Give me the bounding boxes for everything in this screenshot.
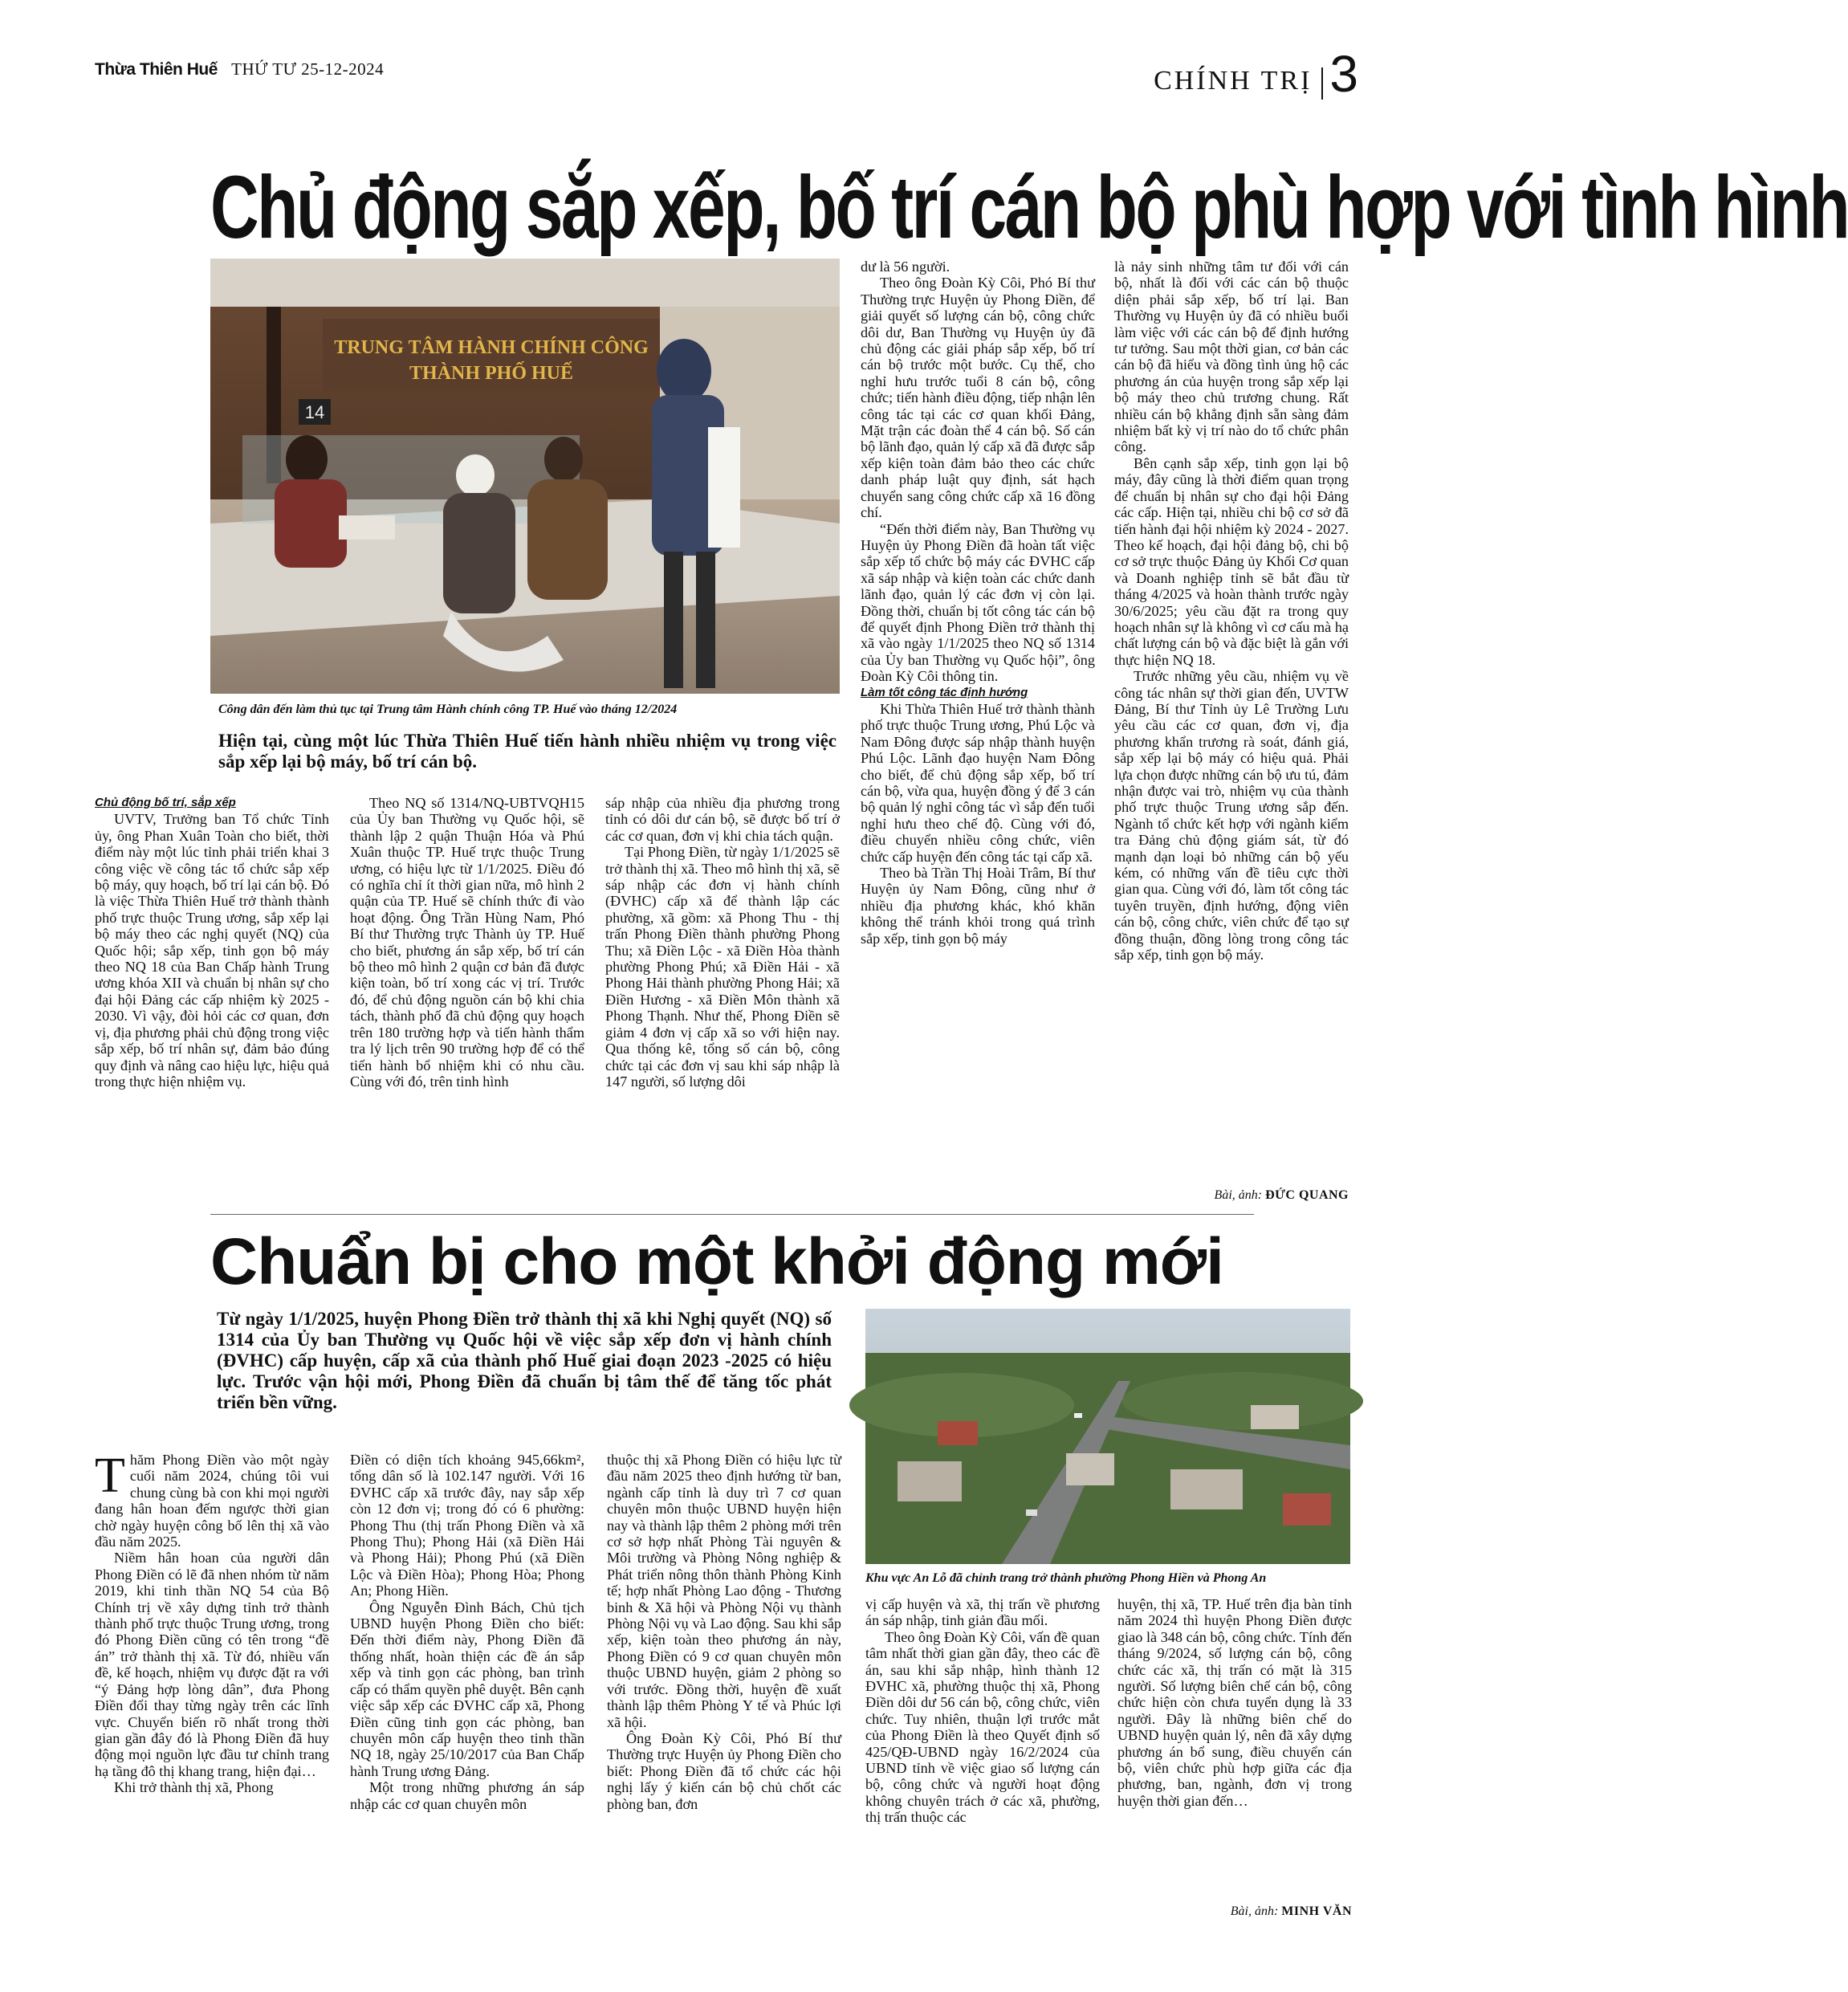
subheading-1: Chủ động bố trí, sắp xếp [95, 796, 236, 809]
paragraph: Một trong những phương án sáp nhập các cơ quan chuyên môn [350, 1779, 584, 1812]
paragraph: Trước những yêu cầu, nhiệm vụ về công tác nhân sự thời gian đến, UVTW Đảng, Bí thư Tỉnh ủy Lê Trường Lưu yêu cầu các cơ quan, đơn vị, địa phương khẩn trương rà soát, đánh giá, sắp xếp lại bộ máy có hiệu quả. Phải lựa chọn được những cán bộ ưu tú, đảm nhận được vai trò, nhiệm vụ của thành phố trực thuộc Trung ương sắp đến. Ngành tổ chức kết hợp với ngành kiểm tra Đảng chủ động giám sát, từ đó mạnh dạn loại bỏ những cán bộ yếu kém, có những vấn đề tiêu cực thời gian qua. Cùng với đó, làm tốt công tác tuyên truyền, định hướng, động viên cán bộ, công chức, viên chức để tạo sự đồng thuận, đồng lòng trong công tác sắp xếp, tinh gọn bộ máy. [1114, 668, 1349, 963]
masthead [95, 59, 384, 79]
byline-label: Bài, ảnh: [1230, 1904, 1279, 1918]
article1-column-1 [95, 795, 329, 1204]
article1-column-2 [350, 795, 584, 1204]
paragraph: Bên cạnh sắp xếp, tinh gọn lại bộ máy, đây cũng là thời điểm quan trọng để chuẩn bị nhân sự cho đại hội Đảng các cấp. Hiện tại, nhiều chi bộ cơ sở đã tiến hành đại hội nhiệm kỳ 2024 - 2027. Theo kế hoạch, đại hội đảng bộ, chi bộ cơ sở trực thuộc Đảng ủy Khối Cơ quan và Doanh nghiệp tỉnh sẽ bắt đầu từ tháng 4/2025 và hoàn thành trước ngày 30/6/2025; yêu cầu đặt ra trong quy hoạch nhân sự là không vì cơ cấu mà hạ chất lượng cán bộ và đặc biệt là gắn với thực hiện NQ 18. [1114, 454, 1349, 668]
paragraph: Niềm hân hoan của người dân Phong Điền có lẽ đã nhen nhóm từ năm 2019, khi tinh thần NQ 54 của Bộ Chính trị về xây dựng tỉnh trở thành thành phố trực thuộc Trung ương, trong đó Phong Điền cũng có tên trong “đề án” trở thành thị xã. Từ đó, nhiều vấn đề, kế hoạch, nhiệm vụ được đặt ra với “ý Đảng hợp lòng dân”, đưa Phong Điền đổi thay từng ngày trên các lĩnh vực. Chuyển biến rõ nhất trong thời gian gần đây đó là Phong Điền đã huy động mọi nguồn lực đầu tư chỉnh trang hạ tầng đô thị khang trang, hiện đại… [95, 1550, 329, 1779]
issue-date: THỨ TƯ 25-12-2024 [231, 59, 385, 79]
paragraph: UVTV, Trưởng ban Tổ chức Tỉnh ủy, ông Phan Xuân Toàn cho biết, thời điểm này một lúc tỉnh phải triển khai 3 công việc về công tác tổ chức sắp xếp bộ máy, quy hoạch, bố trí lại cán bộ. Đó là việc Thừa Thiên Huế trở thành thành phố trực thuộc Trung ương, sắp xếp lại bộ máy theo các nghị quyết (NQ) của Quốc hội; sắp xếp, tinh gọn bộ máy theo NQ 18 của Ban Chấp hành Trung ương khóa XII và chuẩn bị nhân sự cho đại hội Đảng các cấp nhiệm kỳ 2025 - 2030. Vì vậy, đòi hỏi các cơ quan, đơn vị, địa phương phải chủ động trong việc sắp xếp, bố trí nhân sự, đảm bảo đúng quy định và nâng cao hiệu lực, hiệu quả trong thực hiện nhiệm vụ. [95, 811, 329, 1090]
article1-column-5 [1114, 259, 1349, 1182]
article2-column-4 [865, 1596, 1100, 1925]
article2-headline: Chuẩn bị cho một khởi động mới [210, 1225, 1223, 1298]
section-header [1154, 45, 1358, 103]
section-divider [210, 1214, 1254, 1215]
article2-photo [865, 1309, 1350, 1564]
section-name: CHÍNH TRỊ [1154, 67, 1323, 100]
paragraph: vị cấp huyện và xã, thị trấn về phương án sáp nhập, tinh giản đầu mối. [865, 1596, 1100, 1629]
article1-lead: Hiện tại, cùng một lúc Thừa Thiên Huế tiến hành nhiều nhiệm vụ trong việc sắp xếp lại bộ máy, bố trí cán bộ. [218, 731, 836, 772]
article1-column-3 [605, 795, 840, 1204]
paragraph: Điền có diện tích khoảng 945,66km², tổng dân số là 102.147 người. Với 16 ĐVHC cấp xã trước đây, nay sắp xếp còn 12 đơn vị; trong đó có 6 phường: Phong Thu (thị trấn Phong Điền và xã Phong Thu); Phong Hải (xã Điền Hải và Phong Hải); Phong Phú (xã Điền Lộc và Điền Hòa); Phong Hòa; Phong An; Phong Hiền. [350, 1452, 584, 1599]
paragraph: Tại Phong Điền, từ ngày 1/1/2025 sẽ trở thành thị xã. Theo mô hình thị xã, sẽ sáp nhập các đơn vị hành chính (ĐVHC) cấp xã để thành lập các phường, xã gồm: xã Phong Thu - thị trấn Phong Điền thành phường Phong Thu; xã Điền Lộc - xã Điền Hòa thành phường Phong Phú; xã Điền Hải - xã Phong Hải thành phường Phong Hải; xã Điền Hương - xã Điền Môn thành xã Phong Thạnh. Như thế, Phong Điền sẽ giảm 4 đơn vị cấp xã so với hiện nay. Qua thống kê, tổng số cán bộ, công chức tại các đơn vị sau khi sáp nhập là 147 người, số lượng dôi [605, 844, 840, 1090]
article1-byline [1114, 1188, 1349, 1203]
article2-column-2 [350, 1452, 584, 1933]
paper-name: Thừa Thiên Huế [95, 60, 218, 79]
paragraph: Ông Đoàn Kỳ Côi, Phó Bí thư Thường trực Huyện ủy Phong Điền cho biết: Phong Điền đã tổ chức các hội nghị lấy ý kiến cán bộ chủ chốt các phòng ban, đơn [607, 1729, 841, 1812]
paragraph: “Đến thời điểm này, Ban Thường vụ Huyện ủy Phong Điền đã hoàn tất việc sắp xếp tổ chức bộ máy các ĐVHC cấp xã sáp nhập và kiện toàn các chức danh lãnh đạo, quản lý các đơn vị còn lại. Đồng thời, chuẩn bị tốt công tác cán bộ để quyết định Phong Điền trở thành thị xã vào ngày 1/1/2025 theo NQ số 1314 của Ủy ban Thường vụ Quốc hội”, ông Đoàn Kỳ Côi thông tin. [861, 520, 1095, 685]
page-number: 3 [1329, 45, 1358, 103]
paragraph: sáp nhập của nhiều địa phương trong tỉnh có dôi dư cán bộ, sẽ được bố trí ở các cơ quan, đơn vị khi chia tách quận. [605, 795, 840, 844]
paragraph: Theo bà Trần Thị Hoài Trâm, Bí thư Huyện ủy Nam Đông, cũng như ở nhiều địa phương khác, khó khăn không thể tránh khỏi trong quá trình sắp xếp, tinh gọn bộ máy [861, 865, 1095, 947]
paragraph: dư là 56 người. [861, 259, 950, 275]
paragraph: Ông Nguyễn Đình Bách, Chủ tịch UBND huyện Phong Điền cho biết: Đến thời điểm này, Phong Điền đã thống nhất, hoàn thiện các đề án sắp xếp và tinh gọn các phòng, ban trình cấp có thẩm quyền phê duyệt. Bên cạnh việc sắp xếp các ĐVHC cấp xã, Phong Điền cũng tinh gọn các phòng, ban chuyên môn cấp huyện theo tinh thần NQ 18, ngày 25/10/2017 của Ban Chấp hành Trung ương Đảng. [350, 1599, 584, 1779]
paragraph: Khi trở thành thị xã, Phong [114, 1779, 274, 1796]
subheading-2: Làm tốt công tác định hướng [861, 685, 1028, 699]
photo-sign-2: THÀNH PHỐ HUẾ [409, 363, 574, 384]
article2-byline [1117, 1904, 1352, 1919]
service-center-photo [210, 259, 840, 694]
article2-column-1 [95, 1448, 329, 1933]
paragraph: Theo NQ số 1314/NQ-UBTVQH15 của Ủy ban Thường vụ Quốc hội, sẽ thành lập 2 quận Thuận Hóa và Phú Xuân thuộc TP. Huế trực thuộc Trung ương, có hiệu lực từ 1/1/2025. Điều đó có nghĩa chỉ ít thời gian nữa, mô hình 2 quận của TP. Huế sẽ chính thức đi vào hoạt động. Ông Trần Hùng Nam, Phó Bí thư Thường trực Thành ủy TP. Huế cho biết, phương án sắp xếp, bố trí cán bộ theo mô hình 2 quận cơ bản đã được kiện toàn, bố trí xong các vị trí. Trước đó, để chủ động nguồn cán bộ khi chia tách, thành phố đã chủ động quy hoạch trên 180 trường hợp và tiến hành thẩm tra lý lịch trên 90 trường hợp để có thể tiến hành bổ nhiệm khi có nhu cầu. Cùng với đó, trên tinh hình [350, 795, 584, 1090]
paragraph: huyện, thị xã, TP. Huế trên địa bàn tỉnh năm 2024 thì huyện Phong Điền được giao là 348 cán bộ, công chức. Tính đến tháng 9/2024, số lượng cán bộ, công chức các xã, thị trấn có mặt là 315 người. Số lượng biên chế cán bộ, công chức hiện còn chưa tuyển dụng là 33 người. Đây là những biên chế do UBND huyện quản lý, nên đã xây dựng phương án bổ sung, điều chuyển cán bộ, viên chức phù hợp giữa các địa phương, ban, ngành, đơn vị trong huyện thời gian đến… [1117, 1596, 1352, 1809]
paragraph: Theo ông Đoàn Kỳ Côi, vấn đề quan tâm nhất thời gian gần đây, theo các đề án, sau khi sắp nhập, hình thành 12 ĐVHC xã, phường thuộc thị xã, Phong Điền dôi dư 56 cán bộ, công chức, viên chức. Tuy nhiên, thuận lợi trước mắt của Phong Điền là theo Quyết định số 425/QĐ-UBND ngày 16/2/2024 của UBND tỉnh về việc giao số lượng cán bộ, công chức và người hoạt động không chuyên trách ở các xã, phường, thị trấn thuộc các [865, 1628, 1100, 1826]
article1-headline: Chủ động sắp xếp, bố trí cán bộ phù hợp với tình hình [210, 157, 1848, 257]
article2-caption: Khu vực An Lỗ đã chỉnh trang trở thành phường Phong Hiền và Phong An [865, 1571, 1267, 1585]
article1-photo [210, 259, 840, 694]
byline-author: MINH VĂN [1281, 1904, 1352, 1918]
byline-label: Bài, ảnh: [1214, 1188, 1263, 1202]
paragraph: thuộc thị xã Phong Điền có hiệu lực từ đầu năm 2025 theo định hướng từ ban, ngành cấp tỉnh là duy trì 7 cơ quan chuyên môn thuộc UBND huyện hiện nay và thành lập thêm 2 phòng mới trên cơ sở hợp nhất Phòng Tài nguyên & Môi trường và Phòng Nông nghiệp & Phát triển nông thôn thành Phòng Kinh tế; hợp nhất Phòng Lao động - Thương binh & Xã hội và Phòng Nội vụ thành Phòng Nội vụ và Lao động. Sau khi sắp xếp, kiện toàn theo phương án này, Phong Điền có 9 cơ quan chuyên môn thuộc UBND huyện, giảm 2 phòng so với trước. Đồng thời, huyện đề xuất thành lập thêm Phòng Y tế và Phúc lợi xã hội. [607, 1452, 841, 1730]
byline-author: ĐỨC QUANG [1265, 1188, 1349, 1202]
article2-lead: Từ ngày 1/1/2025, huyện Phong Điền trở thành thị xã khi Nghị quyết (NQ) số 1314 của Ủy ban Thường vụ Quốc hội về việc sắp xếp đơn vị hành chính (ĐVHC) cấp huyện, cấp xã của thành phố Huế giai đoạn 2023 -2025 có hiệu lực. Trước vận hội mới, Phong Điền đã chuẩn bị tâm thế để tăng tốc phát triển bền vững. [217, 1309, 832, 1412]
article2-column-3 [607, 1452, 841, 1933]
aerial-town-photo [865, 1309, 1350, 1564]
article2-column-5 [1117, 1596, 1352, 1898]
counter-number: 14 [304, 402, 325, 422]
photo-sign-1: TRUNG TÂM HÀNH CHÍNH CÔNG [334, 337, 649, 358]
article1-caption: Công dân đến làm thủ tục tại Trung tâm Hành chính công TP. Huế vào tháng 12/2024 [218, 703, 678, 716]
paragraph: Theo ông Đoàn Kỳ Côi, Phó Bí thư Thường trực Huyện ủy Phong Điền, để giải quyết số lượng cán bộ, công chức dôi dư, Ban Thường vụ Huyện ủy đã chủ động các giải pháp sắp xếp, bố trí cán bộ trước một bước. Cụ thể, cho nghỉ hưu trước tuổi 8 cán bộ, công chức; tiến hành điều động, tiếp nhận lên công tác tại các cơ quan khối Đảng, Mặt trận các đoàn thể 4 cán bộ. Số cán bộ lãnh đạo, quản lý cấp xã đã được sắp xếp kiện toàn đảm bảo theo các chức danh pháp luật quy định, sát hạch chuyển sang công chức cấp xã 16 đồng chí. [861, 275, 1095, 521]
article1-column-4 [861, 259, 1095, 1206]
paragraph: hăm Phong Điền vào một ngày cuối năm 2024, chúng tôi vui chung cùng bà con khi mọi người đang hân hoan đếm ngược thời gian chờ ngày huyện công bố lên thị xã vào đầu năm 2025. [95, 1452, 329, 1550]
paragraph: là nảy sinh những tâm tư đối với cán bộ, nhất là đối với các cán bộ thuộc diện phải sắp xếp, bố trí lại. Ban Thường vụ Huyện ủy đã có nhiều buổi làm việc với các cán bộ để định hướng tư tưởng. Sau một thời gian, cơ bản các cán bộ đã hiểu và đồng tình ủng hộ các phương án của huyện trong sắp xếp lại bộ máy theo chủ trương chung. Rất nhiều cán bộ khẳng định sẵn sàng đảm nhiệm bất kỳ vị trí nào do tổ chức phân công. [1114, 259, 1349, 455]
paragraph: Khi Thừa Thiên Huế trở thành thành phố trực thuộc Trung ương, Phú Lộc và Nam Đông được sáp nhập thành huyện Phú Lộc. Lãnh đạo huyện Nam Đông cho biết, để chủ động sắp xếp, bố trí cán bộ, vừa qua, huyện đồng ý để 3 cán bộ quản lý nghỉ công tác vì sắp đến tuổi nghỉ hưu theo chế độ. Cùng với đó, điều chuyển nhiều công chức, viên chức cấp huyện đến công tác tại cấp xã. [861, 700, 1095, 865]
drop-cap: T [95, 1448, 125, 1503]
